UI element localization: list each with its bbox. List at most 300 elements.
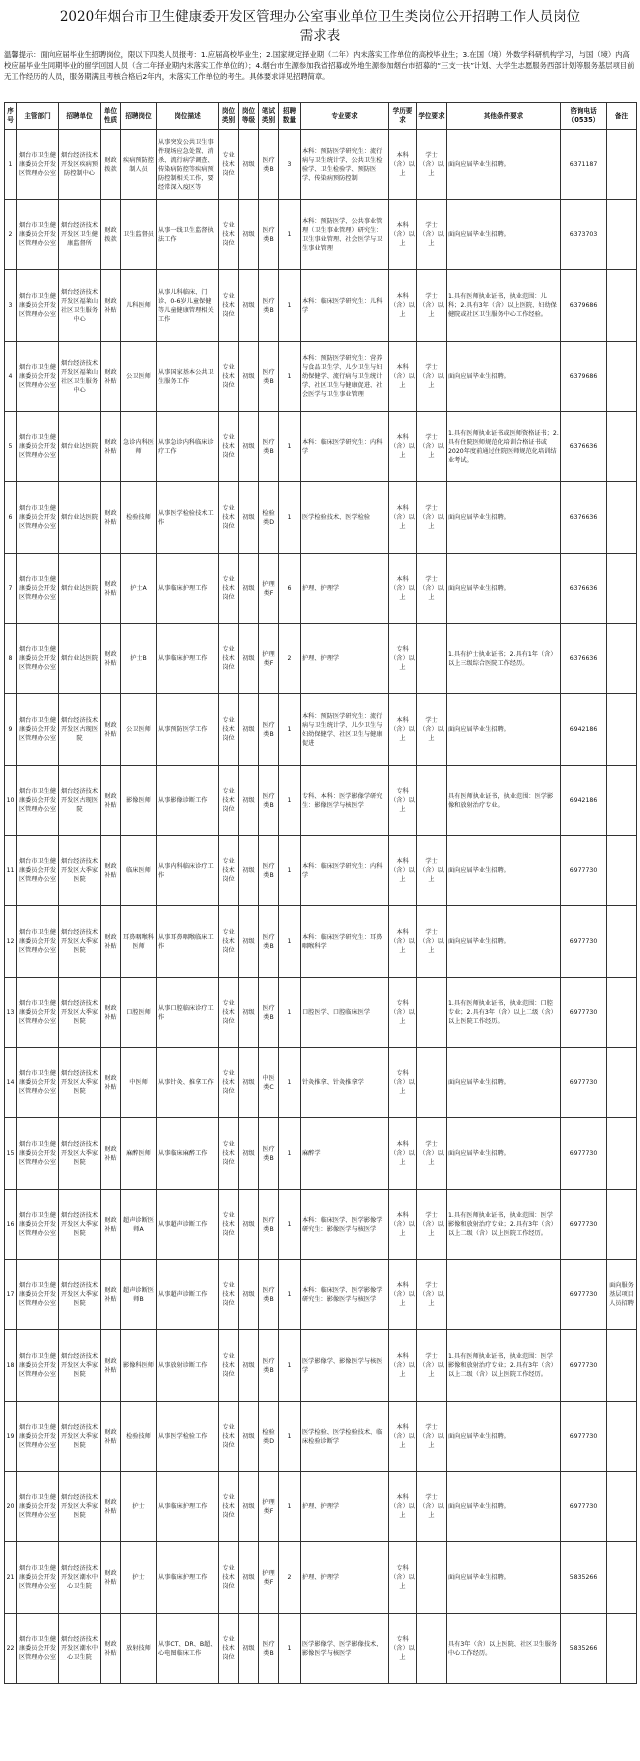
header-cell: 其他条件要求 xyxy=(447,103,561,130)
post-type-cell: 专业技术岗位 xyxy=(219,694,239,766)
description-cell: 从事临床护理工作 xyxy=(157,624,219,694)
phone-cell: 6977730 xyxy=(561,1118,607,1190)
dept-cell: 烟台市卫生健康委员会开发区管理办公室 xyxy=(17,624,59,694)
other-requirements-cell: 面向应届毕业生招聘。 xyxy=(447,1048,561,1118)
level-cell: 初级 xyxy=(239,978,259,1048)
description-cell: 从事医学检验技术工作 xyxy=(157,482,219,554)
quantity-cell: 1 xyxy=(279,200,301,270)
degree-cell: 学士（含）以上 xyxy=(417,270,447,342)
table-row xyxy=(5,1260,637,1330)
quantity-cell: 1 xyxy=(279,342,301,412)
table-row xyxy=(5,978,637,1048)
exam-type-cell: 护理类F xyxy=(259,1472,279,1542)
row-number-cell: 9 xyxy=(5,694,17,766)
header-cell: 咨询电话（0535） xyxy=(561,103,607,130)
other-requirements-cell: 面向应届毕业生招聘。 xyxy=(447,1402,561,1472)
description-cell: 从事超声诊断工作 xyxy=(157,1190,219,1260)
description-cell: 从事儿科临床、门诊、0-6岁儿童保健等儿童健康管理相关工作 xyxy=(157,270,219,342)
level-cell: 初级 xyxy=(239,554,259,624)
post-cell: 耳鼻咽喉科医师 xyxy=(121,906,157,978)
major-cell: 医学影像学、影像医学与核医学 xyxy=(301,1330,389,1402)
exam-type-cell: 医疗类B xyxy=(259,766,279,836)
dept-cell: 烟台市卫生健康委员会开发区管理办公室 xyxy=(17,1048,59,1118)
table-row xyxy=(5,554,637,624)
table-row xyxy=(5,200,637,270)
unit-cell: 烟台经济技术开发区古现医院 xyxy=(59,766,101,836)
phone-cell: 6376636 xyxy=(561,412,607,482)
exam-type-cell: 护理类F xyxy=(259,1542,279,1614)
other-requirements-cell: 面向应届毕业生招聘。 xyxy=(447,836,561,906)
row-number-cell: 15 xyxy=(5,1118,17,1190)
dept-cell: 烟台市卫生健康委员会开发区管理办公室 xyxy=(17,694,59,766)
table-row xyxy=(5,342,637,412)
unit-cell: 烟台业达医院 xyxy=(59,412,101,482)
other-requirements-cell: 面向应届毕业生招聘。 xyxy=(447,482,561,554)
unit-cell: 烟台经济技术开发区古现医院 xyxy=(59,694,101,766)
quantity-cell: 6 xyxy=(279,554,301,624)
unit-cell: 烟台经济技术开发区潮水中心卫生院 xyxy=(59,1542,101,1614)
degree-cell: 学士（含）以上 xyxy=(417,482,447,554)
post-type-cell: 专业技术岗位 xyxy=(219,1260,239,1330)
quantity-cell: 1 xyxy=(279,836,301,906)
header-cell: 主管部门 xyxy=(17,103,59,130)
post-type-cell: 专业技术岗位 xyxy=(219,836,239,906)
row-number-cell: 16 xyxy=(5,1190,17,1260)
education-cell: 专科（含）以上 xyxy=(389,766,417,836)
post-type-cell: 专业技术岗位 xyxy=(219,1542,239,1614)
education-cell: 本科（含）以上 xyxy=(389,906,417,978)
post-cell: 检验技师 xyxy=(121,482,157,554)
row-number-cell: 14 xyxy=(5,1048,17,1118)
dept-cell: 烟台市卫生健康委员会开发区管理办公室 xyxy=(17,1118,59,1190)
degree-cell: 学士（含）以上 xyxy=(417,836,447,906)
unit-cell: 烟台业达医院 xyxy=(59,482,101,554)
other-requirements-cell xyxy=(447,1260,561,1330)
nature-cell: 财政补贴 xyxy=(101,1402,121,1472)
unit-cell: 烟台经济技术开发区大季家医院 xyxy=(59,1402,101,1472)
education-cell: 本科（含）以上 xyxy=(389,694,417,766)
level-cell: 初级 xyxy=(239,1472,259,1542)
quantity-cell: 1 xyxy=(279,978,301,1048)
description-cell: 从事一线卫生监督执法工作 xyxy=(157,200,219,270)
remark-cell xyxy=(607,270,637,342)
dept-cell: 烟台市卫生健康委员会开发区管理办公室 xyxy=(17,1472,59,1542)
dept-cell: 烟台市卫生健康委员会开发区管理办公室 xyxy=(17,1190,59,1260)
major-cell: 护理、护理学 xyxy=(301,624,389,694)
quantity-cell: 1 xyxy=(279,482,301,554)
post-type-cell: 专业技术岗位 xyxy=(219,554,239,624)
level-cell: 初级 xyxy=(239,1118,259,1190)
level-cell: 初级 xyxy=(239,200,259,270)
remark-cell xyxy=(607,1542,637,1614)
quantity-cell: 1 xyxy=(279,1472,301,1542)
quantity-cell: 1 xyxy=(279,1614,301,1684)
other-requirements-cell: 面向应届毕业生招聘。 xyxy=(447,342,561,412)
major-cell: 本科：预防医学研究生：流行病与卫生统计学、儿少卫生与妇幼保健学、社区卫生与健康促进 xyxy=(301,694,389,766)
level-cell: 初级 xyxy=(239,1402,259,1472)
row-number-cell: 21 xyxy=(5,1542,17,1614)
post-type-cell: 专业技术岗位 xyxy=(219,342,239,412)
major-cell: 医学检验、医学检验技术、临床检验诊断学 xyxy=(301,1402,389,1472)
nature-cell: 财政补贴 xyxy=(101,412,121,482)
level-cell: 初级 xyxy=(239,1190,259,1260)
unit-cell: 烟台经济技术开发区疾病预防控制中心 xyxy=(59,130,101,200)
education-cell: 专科（含）以上 xyxy=(389,1048,417,1118)
quantity-cell: 1 xyxy=(279,766,301,836)
post-cell: 急诊内科医师 xyxy=(121,412,157,482)
nature-cell: 财政补贴 xyxy=(101,1118,121,1190)
phone-cell: 6376636 xyxy=(561,554,607,624)
title-line-1: 2020年烟台市卫生健康委开发区管理办公室事业单位卫生类岗位公开招聘工作人员岗位 xyxy=(59,9,581,25)
education-cell: 本科（含）以上 xyxy=(389,1118,417,1190)
table-row xyxy=(5,906,637,978)
row-number-cell: 13 xyxy=(5,978,17,1048)
post-type-cell: 专业技术岗位 xyxy=(219,412,239,482)
major-cell: 护理、护理学 xyxy=(301,1472,389,1542)
table-row xyxy=(5,624,637,694)
description-cell: 从事超声诊断工作 xyxy=(157,1260,219,1330)
other-requirements-cell: 面向应届毕业生招聘。 xyxy=(447,200,561,270)
dept-cell: 烟台市卫生健康委员会开发区管理办公室 xyxy=(17,906,59,978)
nature-cell: 财政补贴 xyxy=(101,978,121,1048)
major-cell: 医学检验技术、医学检验 xyxy=(301,482,389,554)
exam-type-cell: 医疗类B xyxy=(259,836,279,906)
level-cell: 初级 xyxy=(239,1330,259,1402)
remark-cell xyxy=(607,554,637,624)
remark-cell: 面向服务基层项目人员招聘 xyxy=(607,1260,637,1330)
quantity-cell: 1 xyxy=(279,1048,301,1118)
description-cell: 从事临床护理工作 xyxy=(157,1542,219,1614)
dept-cell: 烟台市卫生健康委员会开发区管理办公室 xyxy=(17,978,59,1048)
nature-cell: 财政补贴 xyxy=(101,1330,121,1402)
header-cell: 学位要求 xyxy=(417,103,447,130)
degree-cell: 学士（含）以上 xyxy=(417,694,447,766)
exam-type-cell: 医疗类B xyxy=(259,906,279,978)
exam-type-cell: 医疗类B xyxy=(259,270,279,342)
other-requirements-cell: 1.具有护士执业证书；2.具有1年（含）以上三级综合医院工作经历。 xyxy=(447,624,561,694)
post-type-cell: 专业技术岗位 xyxy=(219,482,239,554)
description-cell: 从事临床护理工作 xyxy=(157,1472,219,1542)
remark-cell xyxy=(607,1190,637,1260)
post-type-cell: 专业技术岗位 xyxy=(219,766,239,836)
dept-cell: 烟台市卫生健康委员会开发区管理办公室 xyxy=(17,270,59,342)
exam-type-cell: 医疗类B xyxy=(259,200,279,270)
exam-type-cell: 医疗类B xyxy=(259,342,279,412)
header-cell: 招聘岗位 xyxy=(121,103,157,130)
nature-cell: 财政补贴 xyxy=(101,1190,121,1260)
exam-type-cell: 医疗类B xyxy=(259,1118,279,1190)
post-cell: 临床医师 xyxy=(121,836,157,906)
unit-cell: 烟台经济技术开发区大季家医院 xyxy=(59,978,101,1048)
post-type-cell: 专业技术岗位 xyxy=(219,1190,239,1260)
table-header-row xyxy=(5,103,637,130)
description-cell: 从事急诊内科临床诊疗工作 xyxy=(157,412,219,482)
dept-cell: 烟台市卫生健康委员会开发区管理办公室 xyxy=(17,482,59,554)
post-cell: 公卫医师 xyxy=(121,342,157,412)
post-cell: 护士B xyxy=(121,624,157,694)
unit-cell: 烟台业达医院 xyxy=(59,554,101,624)
row-number-cell: 3 xyxy=(5,270,17,342)
dept-cell: 烟台市卫生健康委员会开发区管理办公室 xyxy=(17,554,59,624)
degree-cell xyxy=(417,766,447,836)
post-type-cell: 专业技术岗位 xyxy=(219,978,239,1048)
phone-cell: 6977730 xyxy=(561,1402,607,1472)
row-number-cell: 2 xyxy=(5,200,17,270)
major-cell: 本科：预防医学研究生：流行病与卫生统计学、公共卫生检验学、卫生检验学、预防医学、传染病预防控制 xyxy=(301,130,389,200)
table-row xyxy=(5,130,637,200)
remark-cell xyxy=(607,1472,637,1542)
phone-cell: 6977730 xyxy=(561,1472,607,1542)
degree-cell xyxy=(417,1048,447,1118)
table-row xyxy=(5,1190,637,1260)
major-cell: 本科：临床医学研究生：耳鼻咽喉科学 xyxy=(301,906,389,978)
post-cell: 放射技师 xyxy=(121,1614,157,1684)
description-cell: 从事放射诊断工作 xyxy=(157,1330,219,1402)
description-cell: 从事临床护理工作 xyxy=(157,554,219,624)
quantity-cell: 1 xyxy=(279,1190,301,1260)
post-cell: 麻醉医师 xyxy=(121,1118,157,1190)
nature-cell: 财政补贴 xyxy=(101,1542,121,1614)
education-cell: 本科（含）以上 xyxy=(389,342,417,412)
degree-cell: 学士（含）以上 xyxy=(417,130,447,200)
post-cell: 儿科医师 xyxy=(121,270,157,342)
major-cell: 医学影像学、医学影像技术、影像医学与核医学 xyxy=(301,1614,389,1684)
other-requirements-cell: 1.具有医师执业证书，执业范围：医学影像和放射治疗专业；2.具有3年（含）以上二级（含）以上医院工作经历。 xyxy=(447,1190,561,1260)
remark-cell xyxy=(607,624,637,694)
remark-cell xyxy=(607,342,637,412)
remark-cell xyxy=(607,1614,637,1684)
table-row xyxy=(5,1542,637,1614)
phone-cell: 6376636 xyxy=(561,482,607,554)
degree-cell: 学士（含）以上 xyxy=(417,1402,447,1472)
row-number-cell: 4 xyxy=(5,342,17,412)
description-cell: 从事医学检验工作 xyxy=(157,1402,219,1472)
exam-type-cell: 医疗类B xyxy=(259,1260,279,1330)
post-cell: 检验技师 xyxy=(121,1402,157,1472)
row-number-cell: 17 xyxy=(5,1260,17,1330)
nature-cell: 财政补贴 xyxy=(101,342,121,412)
unit-cell: 烟台经济技术开发区潮水中心卫生院 xyxy=(59,1614,101,1684)
education-cell: 本科（含）以上 xyxy=(389,130,417,200)
header-cell: 专业要求 xyxy=(301,103,389,130)
unit-cell: 烟台经济技术开发区福莱山社区卫生服务中心 xyxy=(59,270,101,342)
description-cell: 从事针灸、推拿工作 xyxy=(157,1048,219,1118)
post-type-cell: 专业技术岗位 xyxy=(219,1614,239,1684)
unit-cell: 烟台经济技术开发区大季家医院 xyxy=(59,1260,101,1330)
remark-cell xyxy=(607,1330,637,1402)
unit-cell: 烟台经济技术开发区大季家医院 xyxy=(59,836,101,906)
major-cell: 本科：临床医学研究生：儿科学 xyxy=(301,270,389,342)
row-number-cell: 20 xyxy=(5,1472,17,1542)
row-number-cell: 10 xyxy=(5,766,17,836)
quantity-cell: 1 xyxy=(279,1330,301,1402)
row-number-cell: 19 xyxy=(5,1402,17,1472)
post-cell: 影像医师 xyxy=(121,766,157,836)
education-cell: 专科（含）以上 xyxy=(389,1614,417,1684)
quantity-cell: 1 xyxy=(279,694,301,766)
education-cell: 本科（含）以上 xyxy=(389,1190,417,1260)
unit-cell: 烟台经济技术开发区大季家医院 xyxy=(59,1330,101,1402)
remark-cell xyxy=(607,836,637,906)
nature-cell: 财政补贴 xyxy=(101,906,121,978)
header-cell: 笔试类别 xyxy=(259,103,279,130)
row-number-cell: 6 xyxy=(5,482,17,554)
quantity-cell: 3 xyxy=(279,130,301,200)
post-cell: 超声诊断医师B xyxy=(121,1260,157,1330)
header-cell: 序号 xyxy=(5,103,17,130)
post-type-cell: 专业技术岗位 xyxy=(219,906,239,978)
other-requirements-cell: 1.具有医师执业证书，执业范围：口腔专业；2.具有3年（含）以上二级（含）以上医院工作经历。 xyxy=(447,978,561,1048)
major-cell: 本科：临床医学、医学影像学研究生：影像医学与核医学 xyxy=(301,1190,389,1260)
dept-cell: 烟台市卫生健康委员会开发区管理办公室 xyxy=(17,130,59,200)
row-number-cell: 5 xyxy=(5,412,17,482)
degree-cell: 学士（含）以上 xyxy=(417,1118,447,1190)
exam-type-cell: 检验类D xyxy=(259,1402,279,1472)
dept-cell: 烟台市卫生健康委员会开发区管理办公室 xyxy=(17,1614,59,1684)
phone-cell: 6373703 xyxy=(561,200,607,270)
post-type-cell: 专业技术岗位 xyxy=(219,1118,239,1190)
description-cell: 从事影像诊断工作 xyxy=(157,766,219,836)
education-cell: 本科（含）以上 xyxy=(389,836,417,906)
nature-cell: 财政补贴 xyxy=(101,766,121,836)
notice-text: 温馨提示：面向应届毕业生招聘岗位，限以下四类人员报考：1.应届高校毕业生；2.国家规定择业期（二年）内未落实工作单位的高校毕业生；3.在国（境）外数学科研机构学习，与国（境）内高校应届毕业生同期毕业的留学回国人员（含二年择业期内未落实工作单位的）；4.烟台市生源参加我省招募或外地生源参加烟台市招募的“三支一扶”计划、大学生志愿服务西部计划等服务基层项目前无工作经历的人员，服务期满且考核合格后2年内，未落实工作单位的考生。具体要求详见招聘简章。 xyxy=(4,50,635,81)
table-row xyxy=(5,1048,637,1118)
degree-cell: 学士（含）以上 xyxy=(417,554,447,624)
quantity-cell: 1 xyxy=(279,1118,301,1190)
phone-cell: 6376636 xyxy=(561,624,607,694)
row-number-cell: 1 xyxy=(5,130,17,200)
major-cell: 护理、护理学 xyxy=(301,1542,389,1614)
level-cell: 初级 xyxy=(239,412,259,482)
major-cell: 本科：预防医学、公共事业管理（卫生事业管理）研究生：卫生事业管理、社会医学与卫生事业管理 xyxy=(301,200,389,270)
other-requirements-cell: 具有医师执业证书，执业范围：医学影像和放射治疗专业。 xyxy=(447,766,561,836)
other-requirements-cell: 1.具有医师执业证书或医师资格证书；2.具有住院医师规范化培训合格证书或2020年度前通过住院医师规范化培训结业考试。 xyxy=(447,412,561,482)
description-cell: 从事临床麻醉工作 xyxy=(157,1118,219,1190)
quantity-cell: 2 xyxy=(279,624,301,694)
row-number-cell: 11 xyxy=(5,836,17,906)
post-type-cell: 专业技术岗位 xyxy=(219,130,239,200)
education-cell: 专科（含）以上 xyxy=(389,1542,417,1614)
phone-cell: 6379686 xyxy=(561,342,607,412)
dept-cell: 烟台市卫生健康委员会开发区管理办公室 xyxy=(17,1402,59,1472)
table-row xyxy=(5,836,637,906)
post-cell: 护士A xyxy=(121,554,157,624)
post-cell: 卫生监督员 xyxy=(121,200,157,270)
phone-cell: 6942186 xyxy=(561,766,607,836)
nature-cell: 财政补贴 xyxy=(101,1260,121,1330)
phone-cell: 6977730 xyxy=(561,1190,607,1260)
degree-cell: 学士（含）以上 xyxy=(417,1472,447,1542)
phone-cell: 6942186 xyxy=(561,694,607,766)
degree-cell: 学士（含）以上 xyxy=(417,1190,447,1260)
remark-cell xyxy=(607,766,637,836)
major-cell: 专科、本科：医学影像学研究生：影像医学与核医学 xyxy=(301,766,389,836)
remark-cell xyxy=(607,200,637,270)
phone-cell: 6977730 xyxy=(561,906,607,978)
remark-cell xyxy=(607,1048,637,1118)
description-cell: 从事国家基本公共卫生服务工作 xyxy=(157,342,219,412)
header-cell: 岗位类别 xyxy=(219,103,239,130)
unit-cell: 烟台业达医院 xyxy=(59,624,101,694)
level-cell: 初级 xyxy=(239,1542,259,1614)
other-requirements-cell: 面向应届毕业生招聘。 xyxy=(447,694,561,766)
phone-cell: 6977730 xyxy=(561,978,607,1048)
phone-cell: 6977730 xyxy=(561,1260,607,1330)
dept-cell: 烟台市卫生健康委员会开发区管理办公室 xyxy=(17,1330,59,1402)
title-line-2: 需求表 xyxy=(299,28,341,44)
dept-cell: 烟台市卫生健康委员会开发区管理办公室 xyxy=(17,1260,59,1330)
level-cell: 初级 xyxy=(239,906,259,978)
degree-cell xyxy=(417,978,447,1048)
exam-type-cell: 护理类F xyxy=(259,554,279,624)
dept-cell: 烟台市卫生健康委员会开发区管理办公室 xyxy=(17,1542,59,1614)
exam-type-cell: 医疗类B xyxy=(259,694,279,766)
post-cell: 中医师 xyxy=(121,1048,157,1118)
remark-cell xyxy=(607,482,637,554)
header-cell: 单位性质 xyxy=(101,103,121,130)
remark-cell xyxy=(607,694,637,766)
education-cell: 专科（含）以上 xyxy=(389,624,417,694)
major-cell: 口腔医学、口腔临床医学 xyxy=(301,978,389,1048)
education-cell: 本科（含）以上 xyxy=(389,270,417,342)
description-cell: 从事口腔临床诊疗工作 xyxy=(157,978,219,1048)
dept-cell: 烟台市卫生健康委员会开发区管理办公室 xyxy=(17,200,59,270)
education-cell: 本科（含）以上 xyxy=(389,482,417,554)
exam-type-cell: 医疗类B xyxy=(259,978,279,1048)
post-type-cell: 专业技术岗位 xyxy=(219,1472,239,1542)
post-type-cell: 专业技术岗位 xyxy=(219,624,239,694)
header-cell: 备注 xyxy=(607,103,637,130)
degree-cell: 学士（含）以上 xyxy=(417,412,447,482)
exam-type-cell: 中医类C xyxy=(259,1048,279,1118)
phone-cell: 5835266 xyxy=(561,1542,607,1614)
row-number-cell: 18 xyxy=(5,1330,17,1402)
phone-cell: 6371187 xyxy=(561,130,607,200)
level-cell: 初级 xyxy=(239,766,259,836)
remark-cell xyxy=(607,130,637,200)
table-row xyxy=(5,1472,637,1542)
unit-cell: 烟台经济技术开发区大季家医院 xyxy=(59,1118,101,1190)
post-cell: 影像科医师 xyxy=(121,1330,157,1402)
degree-cell xyxy=(417,624,447,694)
level-cell: 初级 xyxy=(239,694,259,766)
dept-cell: 烟台市卫生健康委员会开发区管理办公室 xyxy=(17,342,59,412)
post-cell: 护士 xyxy=(121,1542,157,1614)
education-cell: 本科（含）以上 xyxy=(389,554,417,624)
remark-cell xyxy=(607,1118,637,1190)
table-row xyxy=(5,694,637,766)
phone-cell: 6977730 xyxy=(561,836,607,906)
other-requirements-cell: 面向应届毕业生招聘。 xyxy=(447,130,561,200)
description-cell: 从事耳鼻咽喉临床工作 xyxy=(157,906,219,978)
major-cell: 护理、护理学 xyxy=(301,554,389,624)
exam-type-cell: 医疗类B xyxy=(259,130,279,200)
exam-type-cell: 医疗类B xyxy=(259,1330,279,1402)
nature-cell: 财政补贴 xyxy=(101,270,121,342)
dept-cell: 烟台市卫生健康委员会开发区管理办公室 xyxy=(17,766,59,836)
degree-cell: 学士（含）以上 xyxy=(417,200,447,270)
table-row xyxy=(5,270,637,342)
nature-cell: 财政补贴 xyxy=(101,482,121,554)
exam-type-cell: 检验类D xyxy=(259,482,279,554)
table-row xyxy=(5,1402,637,1472)
education-cell: 本科（含）以上 xyxy=(389,1472,417,1542)
row-number-cell: 22 xyxy=(5,1614,17,1684)
post-type-cell: 专业技术岗位 xyxy=(219,270,239,342)
row-number-cell: 7 xyxy=(5,554,17,624)
other-requirements-cell: 面向应届毕业生招聘。 xyxy=(447,1472,561,1542)
education-cell: 本科（含）以上 xyxy=(389,1330,417,1402)
